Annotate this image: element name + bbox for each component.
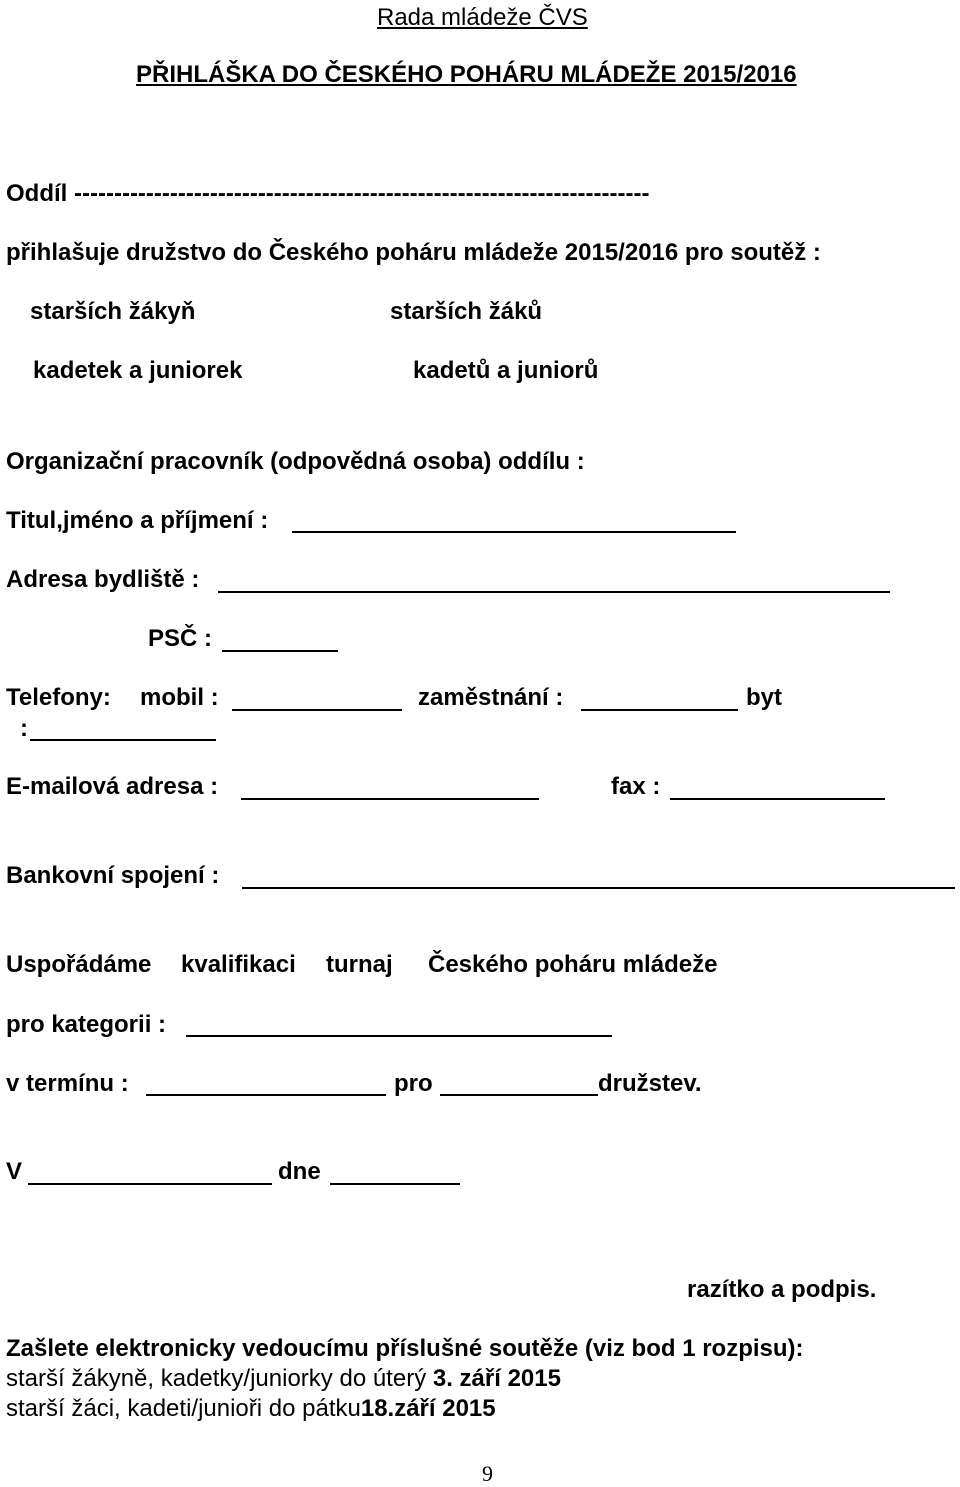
fax-label: fax : xyxy=(611,773,661,800)
tournament-word-qualification: kvalifikaci xyxy=(181,951,296,978)
team-count-field-line[interactable] xyxy=(440,1094,598,1096)
deadline-boys-date: 18.září 2015 xyxy=(360,1395,496,1422)
email-label: E-mailová adresa : xyxy=(6,773,219,800)
date-field-line[interactable] xyxy=(330,1183,460,1185)
page-number: 9 xyxy=(482,1461,493,1486)
bank-label: Bankovní spojení : xyxy=(6,862,220,889)
term-label: v termínu : xyxy=(6,1070,129,1097)
registration-intro: přihlašuje družstvo do Českého poháru mládeže 2015/2016 pro soutěž : xyxy=(6,239,821,266)
fax-field-line[interactable] xyxy=(670,798,885,800)
mobile-field-line[interactable] xyxy=(232,709,402,711)
organizer-heading: Organizační pracovník (odpovědná osoba) oddílu : xyxy=(6,448,585,475)
work-phone-field-line[interactable] xyxy=(581,709,738,711)
organization-name: Rada mládeže ČVS xyxy=(377,4,588,31)
category-cadet-junior-women: kadetek a juniorek xyxy=(33,357,243,384)
deadline-boys xyxy=(6,1397,496,1421)
address-label: Adresa bydliště : xyxy=(6,566,200,593)
place-field-line[interactable] xyxy=(28,1183,272,1185)
tournament-word-organize: Uspořádáme xyxy=(6,951,152,978)
deadline-girls xyxy=(6,1367,561,1391)
tournament-category-label: pro kategorii : xyxy=(6,1011,167,1038)
date-label: dne xyxy=(278,1158,321,1185)
teams-label: družstev. xyxy=(598,1070,702,1097)
deadline-girls-date: 3. září 2015 xyxy=(432,1365,561,1392)
tournament-category-field-line[interactable] xyxy=(186,1035,612,1037)
category-older-girls: starších žákyň xyxy=(30,298,196,325)
club-label: Oddíl ------------------------------------------------------------------------ xyxy=(6,180,650,207)
tournament-cup-name: Českého poháru mládeže xyxy=(428,951,718,978)
zip-field-line[interactable] xyxy=(222,650,338,652)
name-field-line[interactable] xyxy=(292,531,736,533)
form-title: PŘIHLÁŠKA DO ČESKÉHO POHÁRU MLÁDEŽE 2015/2016 xyxy=(136,61,797,88)
mobile-label: mobil : xyxy=(140,684,219,711)
phones-label: Telefony: xyxy=(6,684,111,711)
category-older-boys: starších žáků xyxy=(390,298,543,325)
work-phone-label: zaměstnání : xyxy=(418,684,564,711)
deadline-girls-text: starší žákyně, kadetky/juniorky do úterý xyxy=(6,1365,427,1392)
send-instructions: Zašlete elektronicky vedoucímu příslušné soutěže (viz bod 1 rozpisu): xyxy=(6,1335,804,1362)
tournament-word-tournament: turnaj xyxy=(326,951,393,978)
zip-label: PSČ : xyxy=(148,625,213,652)
for-label: pro xyxy=(394,1070,433,1097)
name-label: Titul,jméno a příjmení : xyxy=(6,507,269,534)
term-field-line[interactable] xyxy=(146,1094,386,1096)
place-label: V xyxy=(6,1158,23,1185)
home-phone-label: byt xyxy=(746,684,782,711)
deadline-boys-text: starší žáci, kadeti/junioři do pátku xyxy=(6,1395,361,1422)
address-field-line[interactable] xyxy=(218,591,890,593)
home-phone-field-line[interactable] xyxy=(30,739,216,741)
category-cadet-junior-men: kadetů a juniorů xyxy=(413,357,599,384)
bank-field-line[interactable] xyxy=(242,887,955,889)
home-phone-colon: : xyxy=(20,715,28,742)
email-field-line[interactable] xyxy=(241,798,539,800)
stamp-signature-label: razítko a podpis. xyxy=(687,1276,877,1303)
